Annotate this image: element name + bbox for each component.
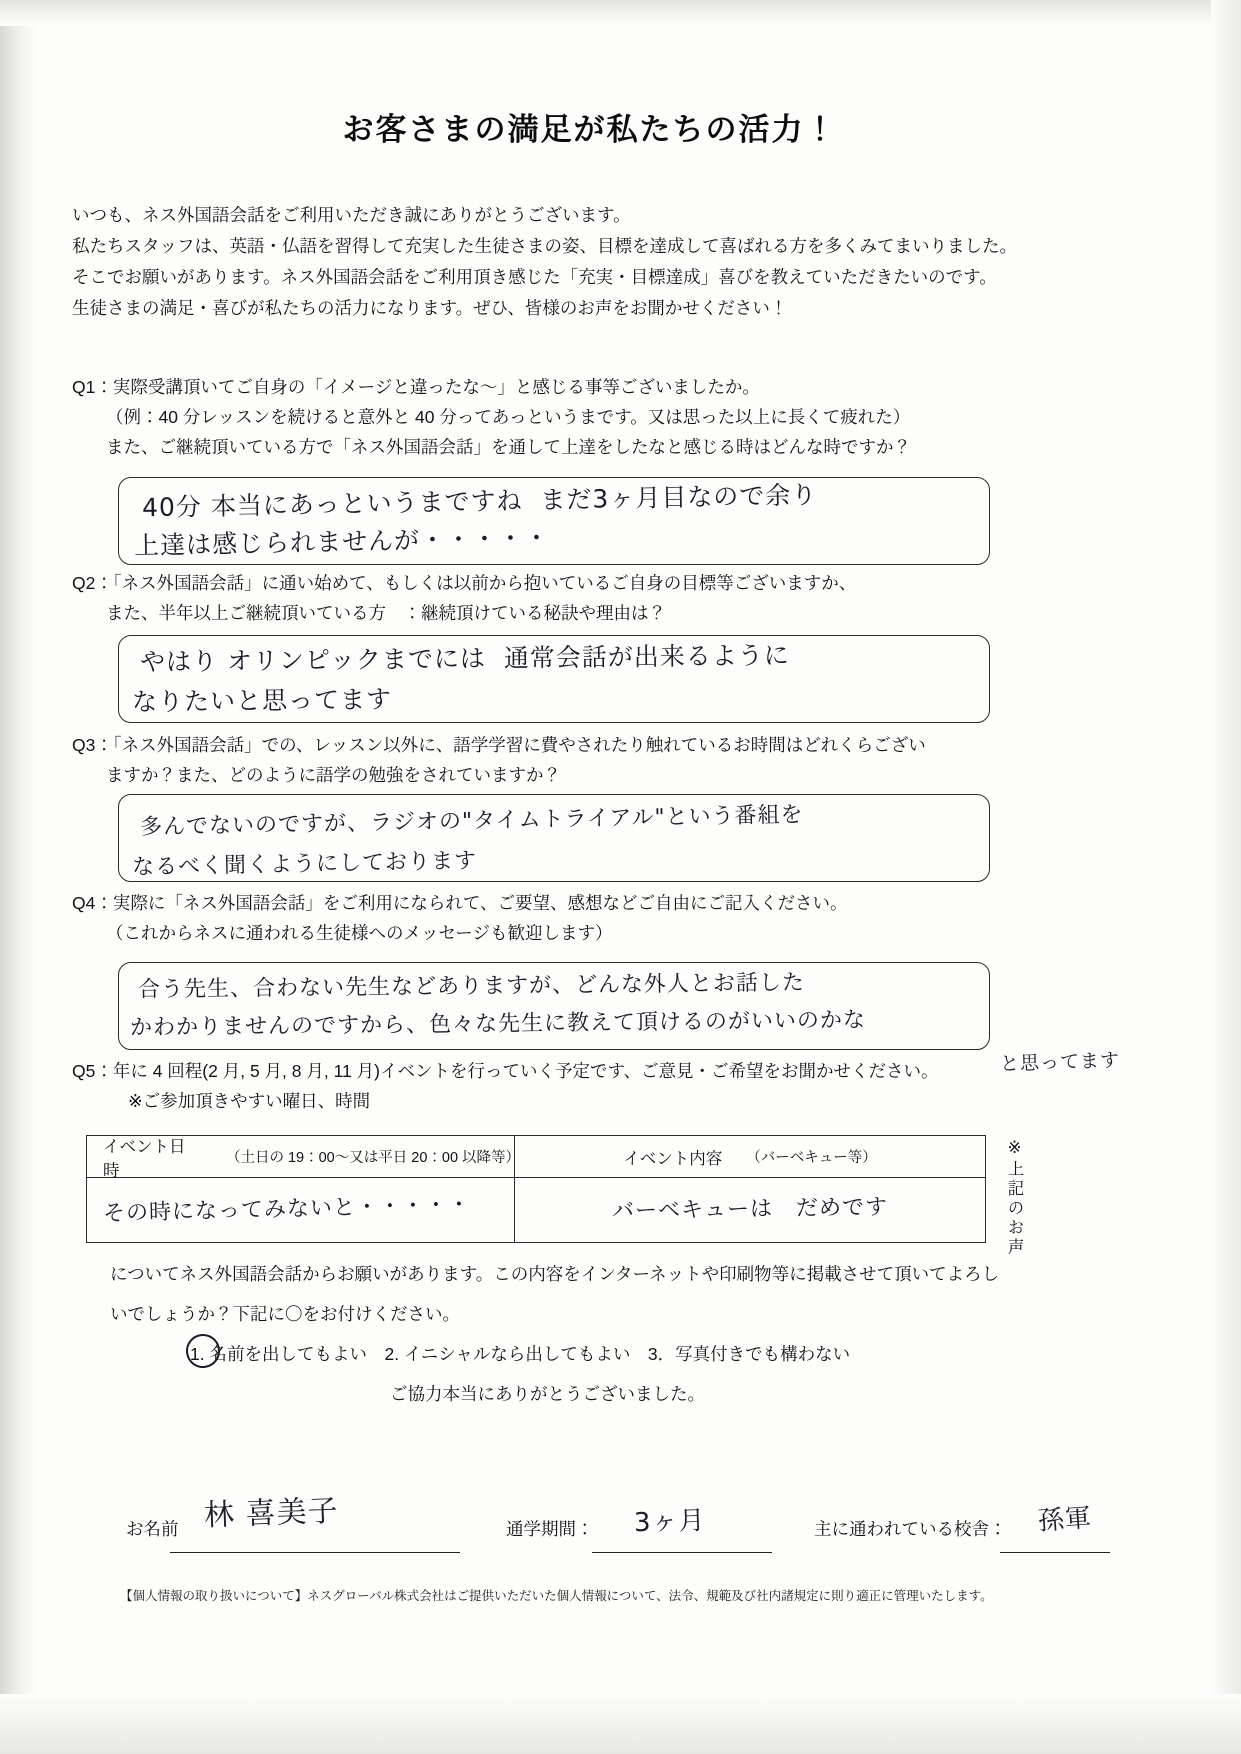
page-title: お客さまの満足が私たちの活力！ xyxy=(342,112,838,147)
document-content xyxy=(60,0,1180,1754)
q3-answer-line-1: 多んでないのですが、ラジオの"タイムトライアル"という番組を xyxy=(139,802,804,841)
event-content-answer-cell[interactable] xyxy=(515,1178,985,1242)
q3-line-1: Q3：「ネス外国語会話」での、レッスン以外に、語学学習に費やされたり触れているお時間はどれくらござい xyxy=(72,735,926,755)
event-datetime-header xyxy=(87,1136,521,1180)
event-datetime-header-sub: （土日の 19：00～又は平日 20：00 以降等） xyxy=(225,1150,521,1166)
event-table-side-note-text: ※上記のお声 xyxy=(1005,1138,1023,1258)
q5-line-2: ※ご参加頂きやすい曜日、時間 xyxy=(128,1091,371,1111)
privacy-note: 【個人情報の取り扱いについて】ネスグローバル株式会社はご提供いただいた個人情報について、法令、規範及び社内諸規定に則り適正に管理いたします。 xyxy=(120,1589,993,1603)
q5-line-1: Q5：年に 4 回程(2 月, 5 月, 8 月, 11 月)イベントを行っていく予定です、ご意見・ご希望をお聞かせください。 xyxy=(72,1061,939,1081)
question-q1 xyxy=(72,372,1112,462)
event-datetime-header-label: イベント日時 xyxy=(103,1137,186,1180)
q1-line-3: また、ご継続頂いている方で「ネス外国語会話」を通して上達をしたなと感じる時はどんな時ですか？ xyxy=(106,437,911,457)
q2-answer-line-1: やはり オリンピックまでには 通常会話が出来るように xyxy=(139,640,790,677)
event-table-answer-row xyxy=(87,1178,985,1242)
event-content-header-label: イベント内容 xyxy=(623,1149,723,1168)
q1-answer-line-2: 上達は感じられませんが・・・・・ xyxy=(133,523,551,561)
event-datetime-answer-cell[interactable] xyxy=(87,1178,515,1242)
question-q2 xyxy=(72,568,1112,628)
closing-line-2: いでしょうか？下記に〇をお付けください。 xyxy=(110,1304,460,1324)
event-content-header-sub: （バーベキュー等） xyxy=(746,1150,877,1166)
intro-line-3: そこでお願いがあります。ネス外国語会話をご利用頂き感じた「充実・目標達成」喜びを教えていただきたいのです。 xyxy=(72,267,997,287)
closing-line-1: についてネス外国語会話からお願いがあります。この内容をインターネットや印刷物等に掲載させて頂いてよろし xyxy=(110,1264,1000,1284)
question-q5 xyxy=(72,1056,1112,1116)
question-q4 xyxy=(72,888,1112,948)
q4-line-2: （これからネスに通われる生徒様へのメッセージも歓迎します） xyxy=(106,923,613,943)
q4-answer-overflow: と思ってます xyxy=(999,1049,1121,1076)
q4-line-1: Q4：実際に「ネス外国語会話」をご利用になられて、ご要望、感想などご自由にご記入ください。 xyxy=(72,893,848,913)
name-underline xyxy=(170,1552,460,1553)
name-value: 林 喜美子 xyxy=(203,1493,340,1534)
intro-line-2: 私たちスタッフは、英語・仏語を習得して充実した生徒さまの姿、目標を達成して喜ばれる方を多くみてまいりました。 xyxy=(72,236,1017,256)
q1-answer-line-1: 40分 本当にあっというまですね まだ3ヶ月目なので余り xyxy=(141,480,818,523)
permission-options[interactable]: 1. 名前を出してもよい 2. イニシャルなら出してもよい 3．写真付きでも構わない xyxy=(190,1344,851,1364)
q2-answer-line-2: なりたいと思ってます xyxy=(131,684,393,717)
duration-value: 3ヶ月 xyxy=(633,1505,707,1539)
q2-line-2: また、半年以上ご継続頂いている方 ：継続頂けている秘訣や理由は？ xyxy=(106,603,666,623)
campus-underline xyxy=(1000,1552,1110,1553)
thanks-line: ご協力本当にありがとうございました。 xyxy=(390,1384,705,1404)
intro-line-1: いつも、ネス外国語会話をご利用いただき誠にありがとうございます。 xyxy=(72,205,631,225)
event-content-header xyxy=(515,1136,985,1177)
event-table xyxy=(86,1135,986,1243)
q2-line-1: Q2：「ネス外国語会話」に通い始めて、もしくは以前から抱いているご自身の目標等ございますか、 xyxy=(72,573,857,593)
name-label: お名前 xyxy=(126,1519,179,1539)
q4-answer-line-2: かわかりませんのですから、色々な先生に教えて頂けるのがいいのかな xyxy=(129,1007,867,1041)
q1-line-1: Q1：実際受講頂いてご自身の「イメージと違ったな～」と感じる事等ございましたか。 xyxy=(72,377,760,397)
q1-line-2: （例：40 分レッスンを続けると意外と 40 分ってあっというまです。又は思った以上に長くて疲れた） xyxy=(106,407,911,427)
event-table-header-row xyxy=(87,1136,985,1178)
intro-paragraph xyxy=(72,200,1092,324)
question-q3 xyxy=(72,730,1112,790)
q3-answer-line-2: なるべく聞くようにしております xyxy=(131,848,478,881)
intro-line-4: 生徒さまの満足・喜びが私たちの活力になります。ぜひ、皆様のお声をお聞かせください！ xyxy=(72,298,788,318)
event-table-side-note xyxy=(1000,1138,1060,1267)
campus-label: 主に通われている校舎： xyxy=(814,1519,1007,1539)
scan-edge-right xyxy=(1211,0,1241,1754)
q3-line-2: ますか？また、どのように語学の勉強をされていますか？ xyxy=(106,765,561,785)
duration-label: 通学期間： xyxy=(506,1519,594,1539)
scan-edge-left xyxy=(0,0,38,1754)
event-datetime-answer: その時になってみないと・・・・・ xyxy=(102,1192,472,1227)
q4-answer-line-1: 合う先生、合わない先生などありますが、どんな外人とお話した xyxy=(137,970,806,1003)
campus-value: 孫軍 xyxy=(1037,1503,1093,1537)
event-content-answer: バーベキューは だめです xyxy=(611,1195,889,1224)
duration-underline xyxy=(592,1552,772,1553)
